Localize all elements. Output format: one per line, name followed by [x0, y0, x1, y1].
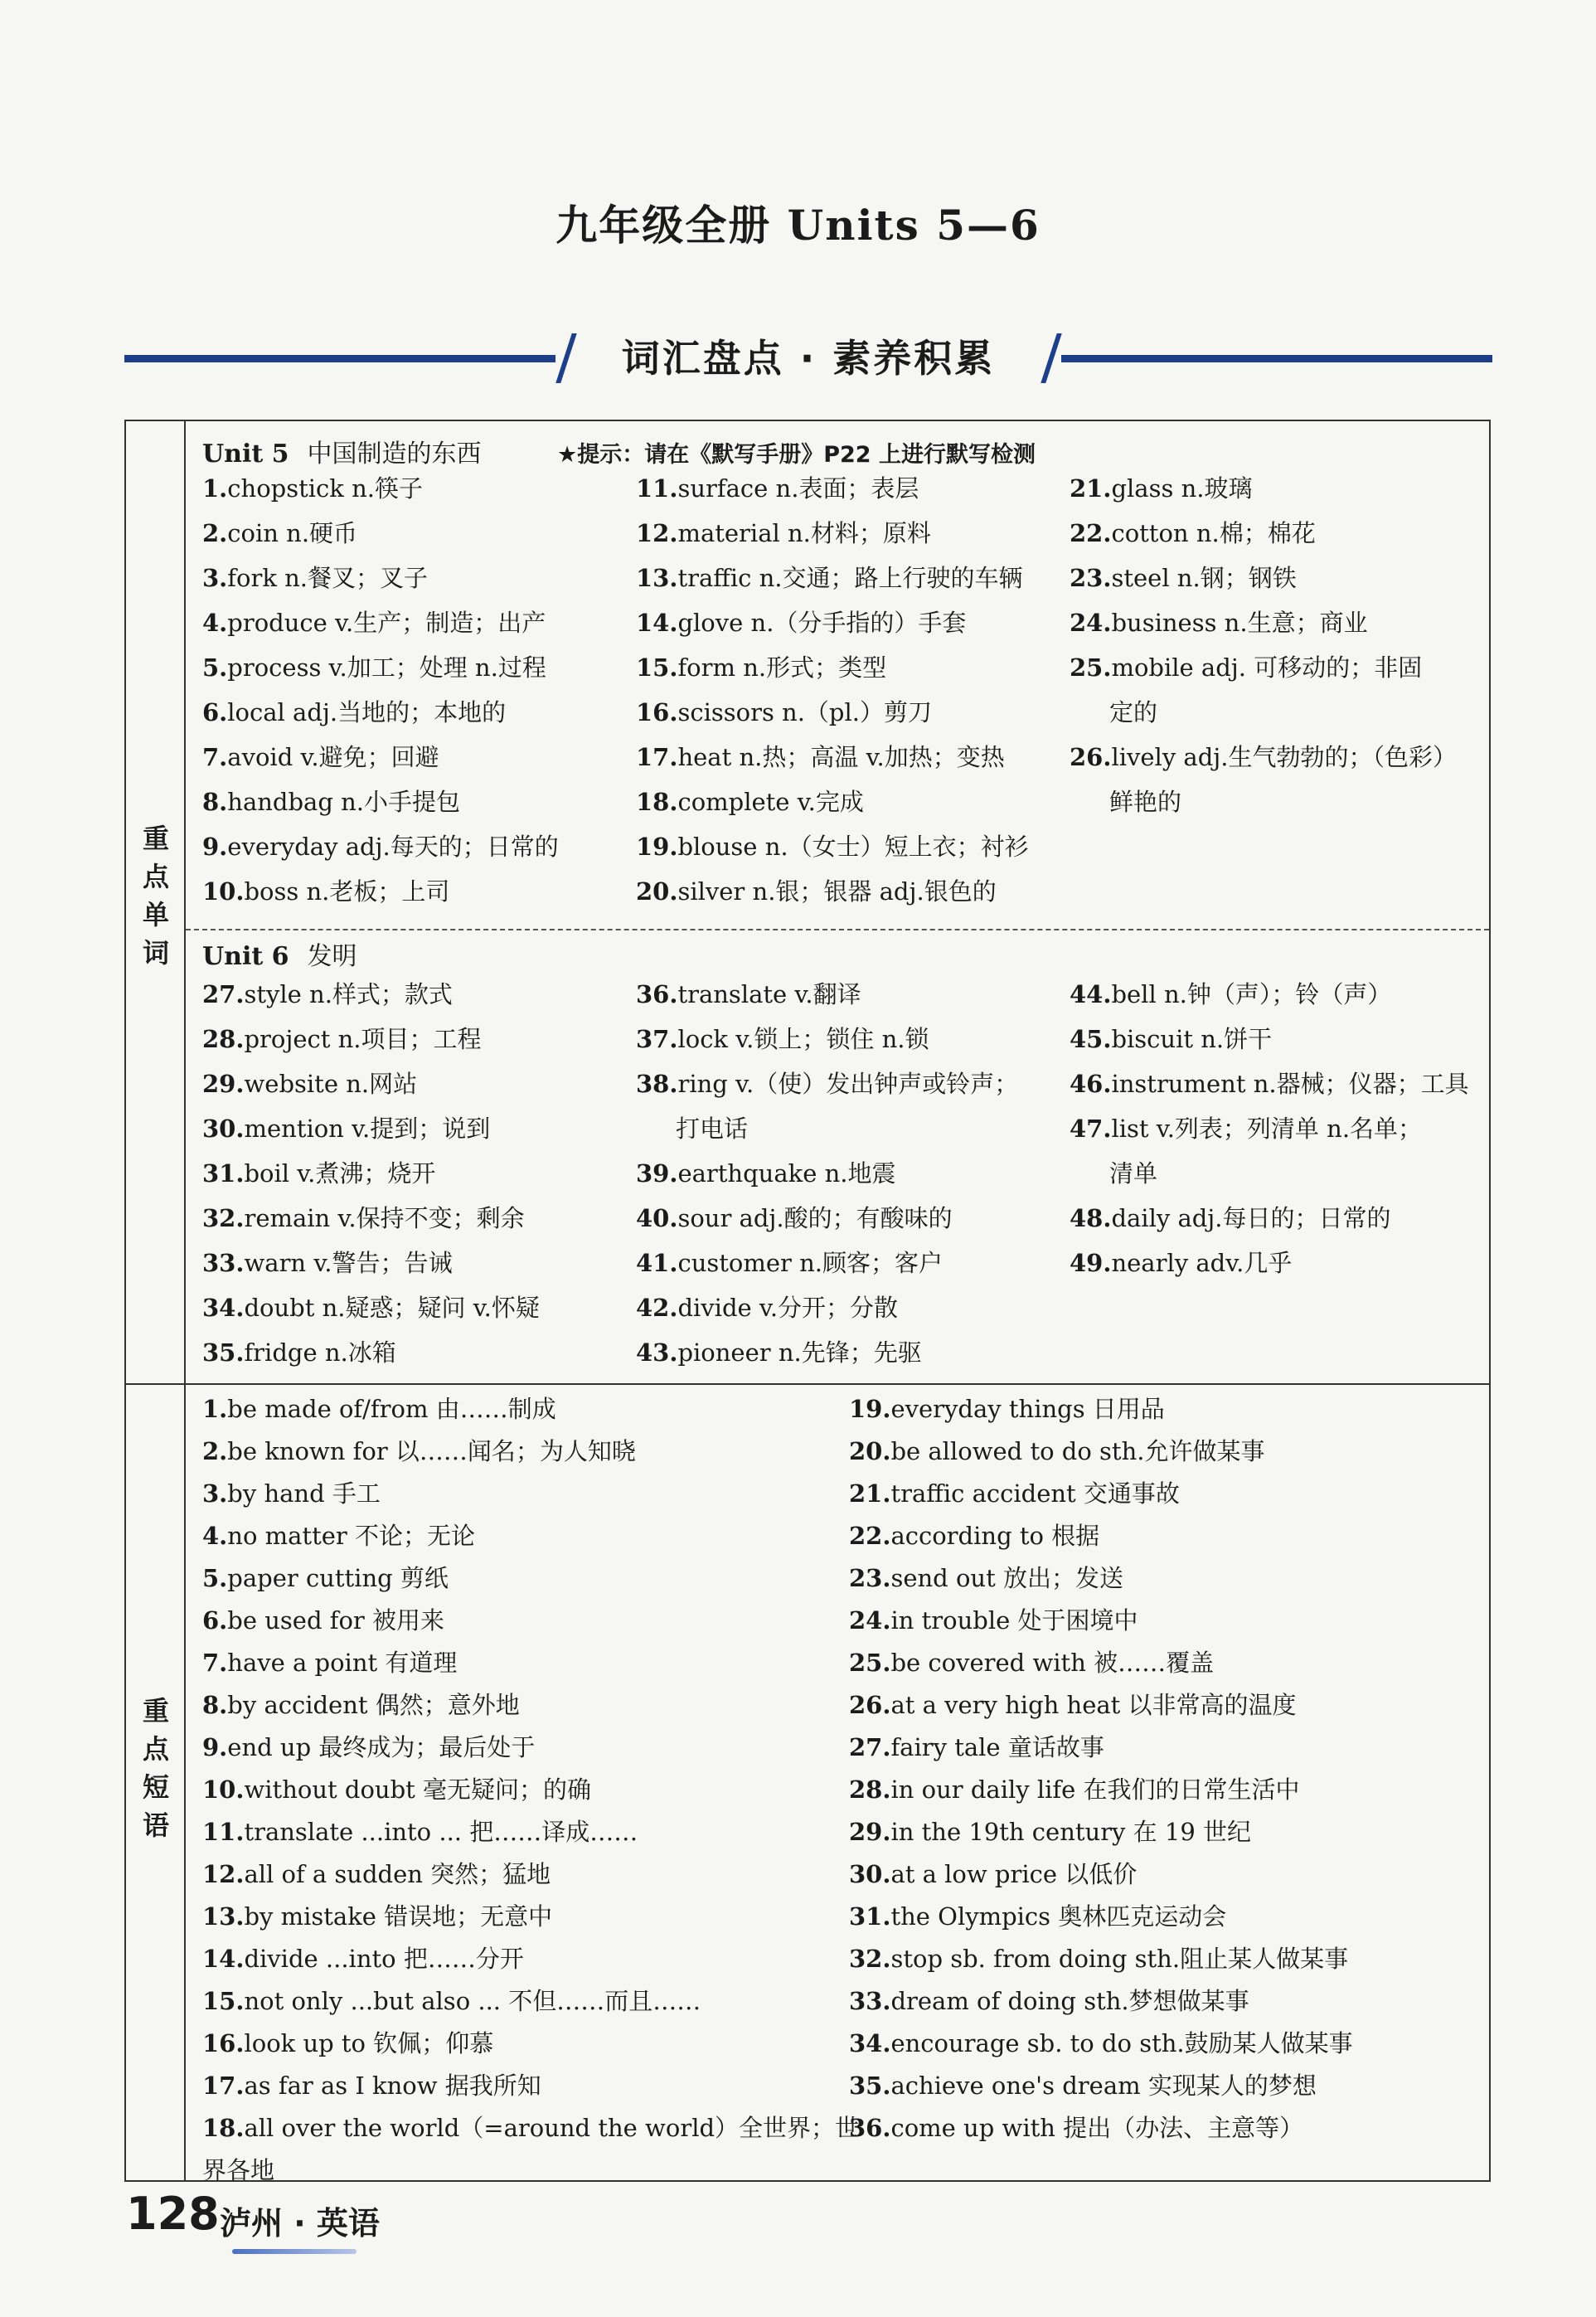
phrase-entry	[849, 1938, 1353, 1980]
item-text: scissors n.（pl.）剪刀	[677, 698, 932, 726]
item-number: 32.	[202, 1204, 245, 1232]
phrase-entry	[849, 1811, 1353, 1853]
unit6-column-2	[636, 972, 1018, 1375]
word-entry	[636, 1241, 1018, 1285]
phrase-entry	[202, 1896, 859, 1938]
item-number: 17.	[636, 743, 678, 771]
item-text: look up to 钦佩；仰慕	[244, 2029, 494, 2057]
phrase-entry	[849, 1684, 1353, 1727]
item-number: 1.	[202, 474, 228, 503]
item-number: 32.	[849, 1945, 891, 1973]
word-entry	[1070, 1241, 1469, 1285]
item-number: 39.	[636, 1159, 678, 1188]
word-entry	[636, 1285, 1018, 1330]
item-number: 28.	[849, 1775, 891, 1804]
item-number: 3.	[202, 564, 228, 592]
item-text: stop sb. from doing sth.阻止某人做某事	[890, 1945, 1349, 1973]
item-text: by accident 偶然；意外地	[227, 1691, 520, 1719]
item-number: 19.	[636, 833, 678, 861]
item-text: local adj.当地的；本地的	[227, 698, 507, 726]
unit5-column-2	[636, 466, 1029, 914]
item-number: 28.	[202, 1025, 245, 1053]
word-entry	[636, 511, 1029, 556]
word-entry	[1070, 690, 1457, 735]
item-number: 48.	[1070, 1204, 1112, 1232]
item-number: 40.	[636, 1204, 678, 1232]
item-number: 5.	[202, 653, 228, 682]
item-number: 38.	[636, 1070, 678, 1098]
word-entry	[202, 690, 559, 735]
phrase-entry	[849, 1896, 1353, 1938]
item-text: 清单	[1109, 1159, 1158, 1188]
item-text: ring v.（使）发出钟声或铃声；	[677, 1070, 1019, 1098]
item-text: boil v.煮沸；烧开	[244, 1159, 436, 1188]
word-entry	[202, 1061, 540, 1106]
words-side-label: 重 点 单 词	[142, 823, 169, 969]
unit5-heading: Unit 5 中国制造的东西	[202, 440, 482, 469]
item-text: divide v.分开；分散	[677, 1294, 899, 1322]
word-entry	[1070, 1017, 1469, 1061]
word-entry	[1070, 1061, 1469, 1106]
word-entry	[202, 556, 559, 600]
word-entry	[636, 1151, 1018, 1196]
item-number: 15.	[202, 1987, 245, 2015]
phrases-side-label: 重 点 短 语	[142, 1695, 169, 1841]
item-number: 6.	[202, 698, 228, 726]
item-number: 33.	[849, 1987, 891, 2015]
item-number: 8.	[202, 788, 228, 816]
item-number: 36.	[849, 2114, 891, 2142]
tip-note: ★提示：请在《默写手册》P22 上进行默写检测	[557, 442, 1036, 468]
word-entry	[202, 735, 559, 780]
word-entry	[1070, 735, 1457, 780]
item-number: 9.	[202, 833, 228, 861]
item-text: silver n.银；银器 adj.银色的	[677, 877, 997, 906]
item-number: 23.	[849, 1564, 891, 1592]
item-text: fairy tale 童话故事	[890, 1733, 1104, 1761]
item-text: in trouble 处于困境中	[890, 1606, 1138, 1635]
item-number: 26.	[849, 1691, 891, 1719]
phrase-entry	[202, 1473, 859, 1515]
item-number: 34.	[202, 1294, 245, 1322]
item-number: 33.	[202, 1249, 245, 1277]
item-text: at a very high heat 以非常高的温度	[890, 1691, 1297, 1719]
item-text: 打电话	[676, 1115, 749, 1143]
item-number: 35.	[849, 2072, 891, 2100]
item-number: 35.	[202, 1338, 245, 1367]
item-text: all over the world（=around the world）全世界；世	[244, 2114, 860, 2142]
item-number: 22.	[1070, 519, 1112, 547]
item-text: be made of/from 由……制成	[227, 1395, 556, 1423]
item-number: 2.	[202, 519, 228, 547]
item-number: 11.	[202, 1818, 245, 1846]
word-entry	[202, 1196, 540, 1241]
phrase-entry	[849, 1980, 1353, 2023]
word-entry	[202, 511, 559, 556]
item-text: achieve one's dream 实现某人的梦想	[890, 2072, 1317, 2100]
item-text: doubt n.疑惑；疑问 v.怀疑	[244, 1294, 540, 1322]
item-number: 9.	[202, 1733, 228, 1761]
item-number: 44.	[1070, 980, 1112, 1008]
word-entry	[636, 1106, 1018, 1151]
word-entry	[636, 824, 1029, 869]
word-entry	[202, 824, 559, 869]
item-number: 31.	[202, 1159, 245, 1188]
word-entry	[636, 1017, 1018, 1061]
phrase-entry	[849, 1473, 1353, 1515]
item-text: heat n.热；高温 v.加热；变热	[677, 743, 1005, 771]
word-entry	[202, 1285, 540, 1330]
item-text: customer n.顾客；客户	[677, 1249, 944, 1277]
phrase-entry	[849, 1769, 1353, 1811]
vocab-table	[124, 420, 1491, 2182]
phrase-entry	[202, 1557, 859, 1600]
word-entry	[1070, 1106, 1469, 1151]
phrase-entry	[202, 1684, 859, 1727]
item-number: 41.	[636, 1249, 678, 1277]
item-number: 21.	[849, 1479, 891, 1508]
footer-label: 泸州 · 英语	[220, 2205, 380, 2242]
item-number: 13.	[636, 564, 678, 592]
word-entry	[202, 869, 559, 914]
phrase-entry	[202, 1853, 859, 1896]
item-text: earthquake n.地震	[677, 1159, 896, 1188]
item-text: in our daily life 在我们的日常生活中	[890, 1775, 1300, 1804]
item-number: 14.	[636, 609, 678, 637]
item-text: coin n.硬币	[227, 519, 358, 547]
word-entry	[636, 556, 1029, 600]
item-number: 36.	[636, 980, 678, 1008]
item-number: 15.	[636, 653, 678, 682]
word-entry	[1070, 1196, 1469, 1241]
item-text: 定的	[1109, 698, 1158, 726]
item-number: 4.	[202, 609, 228, 637]
word-entry	[1070, 1151, 1469, 1196]
item-number: 19.	[849, 1395, 891, 1423]
item-number: 1.	[202, 1395, 228, 1423]
word-entry	[636, 1196, 1018, 1241]
item-number: 7.	[202, 1649, 228, 1677]
word-entry	[636, 466, 1029, 511]
item-text: everyday adj.每天的；日常的	[227, 833, 559, 861]
item-text: avoid v.避免；回避	[227, 743, 439, 771]
item-text: surface n.表面；表层	[677, 474, 919, 503]
item-text: translate ...into ... 把……译成……	[244, 1818, 638, 1846]
item-number: 27.	[849, 1733, 891, 1761]
item-text: fork n.餐叉；叉子	[227, 564, 429, 592]
word-entry	[636, 780, 1029, 824]
item-text: lively adj.生气勃勃的；（色彩）	[1111, 743, 1457, 771]
item-number: 18.	[202, 2114, 245, 2142]
item-text: according to 根据	[890, 1522, 1100, 1550]
phrase-entry	[202, 1980, 859, 2023]
item-number: 10.	[202, 877, 245, 906]
item-text: in the 19th century 在 19 世纪	[890, 1818, 1252, 1846]
item-text: dream of doing sth.梦想做某事	[890, 1987, 1249, 2015]
word-entry	[202, 600, 559, 645]
item-text: 鲜艳的	[1109, 788, 1182, 816]
item-text: process v.加工；处理 n.过程	[227, 653, 546, 682]
word-entry	[636, 1061, 1018, 1106]
banner-line-left	[124, 355, 555, 362]
unit5-column-3	[1070, 466, 1457, 824]
phrase-entry	[202, 1811, 859, 1853]
word-entry	[636, 972, 1018, 1017]
item-number: 3.	[202, 1479, 228, 1508]
item-number: 45.	[1070, 1025, 1112, 1053]
phrase-entry	[202, 1600, 859, 1642]
phrase-entry	[849, 1431, 1353, 1473]
word-entry	[1070, 466, 1457, 511]
phrase-entry	[202, 2065, 859, 2107]
item-text: be known for 以……闻名；为人知晓	[227, 1437, 636, 1465]
phrase-entry	[849, 1600, 1353, 1642]
item-number: 43.	[636, 1338, 678, 1367]
word-entry	[636, 600, 1029, 645]
item-text: translate v.翻译	[677, 980, 861, 1008]
item-number: 26.	[1070, 743, 1112, 771]
item-text: encourage sb. to do sth.鼓励某人做某事	[890, 2029, 1353, 2057]
item-number: 2.	[202, 1437, 228, 1465]
item-text: paper cutting 剪纸	[227, 1564, 449, 1592]
item-text: by hand 手工	[227, 1479, 381, 1508]
item-text: glove n.（分手指的）手套	[677, 609, 967, 637]
item-number: 22.	[849, 1522, 891, 1550]
item-number: 7.	[202, 743, 228, 771]
item-text: no matter 不论；无论	[227, 1522, 475, 1550]
phrase-entry	[202, 1769, 859, 1811]
item-text: glass n.玻璃	[1111, 474, 1253, 503]
item-number: 24.	[849, 1606, 891, 1635]
item-number: 14.	[202, 1945, 245, 1973]
phrases-side-column	[126, 1383, 186, 2180]
item-text: produce v.生产；制造；出产	[227, 609, 546, 637]
section-divider	[126, 1383, 1489, 1385]
item-text: complete v.完成	[677, 788, 864, 816]
item-text: have a point 有道理	[227, 1649, 458, 1677]
phrase-entry	[202, 1938, 859, 1980]
unit6-column-3	[1070, 972, 1469, 1285]
item-number: 21.	[1070, 474, 1112, 503]
item-number: 8.	[202, 1691, 228, 1719]
word-entry	[636, 1330, 1018, 1375]
item-number: 34.	[849, 2029, 891, 2057]
words-side-column	[126, 421, 186, 1383]
phrases-column-1	[202, 1388, 859, 2192]
item-number: 4.	[202, 1522, 228, 1550]
item-text: mention v.提到；说到	[244, 1115, 491, 1143]
item-text: as far as I know 据我所知	[244, 2072, 541, 2100]
phrase-entry	[849, 2023, 1353, 2065]
item-number: 42.	[636, 1294, 678, 1322]
item-text: material n.材料；原料	[677, 519, 931, 547]
item-text: everyday things 日用品	[890, 1395, 1165, 1423]
page-number: 128	[126, 2188, 220, 2240]
unit-divider	[186, 929, 1489, 930]
word-entry	[636, 735, 1029, 780]
item-text: handbag n.小手提包	[227, 788, 461, 816]
item-number: 31.	[849, 1902, 891, 1931]
phrase-entry	[202, 2149, 859, 2192]
item-text: cotton n.棉；棉花	[1111, 519, 1316, 547]
word-entry	[202, 972, 540, 1017]
item-text: divide ...into 把……分开	[244, 1945, 524, 1973]
item-number: 20.	[636, 877, 678, 906]
item-number: 13.	[202, 1902, 245, 1931]
item-text: project n.项目；工程	[244, 1025, 482, 1053]
phrase-entry	[202, 1727, 859, 1769]
word-entry	[202, 645, 559, 690]
item-text: form n.形式；类型	[677, 653, 887, 682]
phrase-entry	[202, 1515, 859, 1557]
item-number: 46.	[1070, 1070, 1112, 1098]
word-entry	[1070, 972, 1469, 1017]
item-number: 25.	[849, 1649, 891, 1677]
phrase-entry	[849, 2107, 1353, 2149]
unit6-column-1	[202, 972, 540, 1375]
item-text: end up 最终成为；最后处于	[227, 1733, 536, 1761]
page-title: 九年级全册 Units 5—6	[555, 201, 1041, 250]
unit5-column-1	[202, 466, 559, 914]
word-entry	[202, 466, 559, 511]
item-number: 30.	[202, 1115, 245, 1143]
phrase-entry	[202, 2023, 859, 2065]
phrase-entry	[849, 1727, 1353, 1769]
item-number: 12.	[636, 519, 678, 547]
item-text: business n.生意；商业	[1111, 609, 1368, 637]
item-text: remain v.保持不变；剩余	[244, 1204, 525, 1232]
item-number: 23.	[1070, 564, 1112, 592]
item-text: without doubt 毫无疑问；的确	[244, 1775, 592, 1804]
item-number: 11.	[636, 474, 678, 503]
footer-accent-bar	[232, 2249, 357, 2254]
item-text: boss n.老板；上司	[244, 877, 450, 906]
word-entry	[202, 780, 559, 824]
unit6-heading: Unit 6 发明	[202, 942, 357, 971]
item-number: 49.	[1070, 1249, 1112, 1277]
item-number: 27.	[202, 980, 245, 1008]
item-number: 17.	[202, 2072, 245, 2100]
item-number: 12.	[202, 1860, 245, 1888]
item-text: warn v.警告；告诫	[244, 1249, 453, 1277]
word-entry	[1070, 645, 1457, 690]
item-number: 20.	[849, 1437, 891, 1465]
word-entry	[636, 690, 1029, 735]
phrase-entry	[849, 1557, 1353, 1600]
item-text: send out 放出；发送	[890, 1564, 1123, 1592]
item-number: 5.	[202, 1564, 228, 1592]
item-text: be used for 被用来	[227, 1606, 445, 1635]
item-text: chopstick n.筷子	[227, 474, 423, 503]
item-text: the Olympics 奥林匹克运动会	[890, 1902, 1227, 1931]
item-text: steel n.钢；钢铁	[1111, 564, 1297, 592]
phrase-entry	[849, 1642, 1353, 1684]
item-text: mobile adj. 可移动的；非固	[1111, 653, 1423, 682]
item-text: traffic accident 交通事故	[890, 1479, 1180, 1508]
word-entry	[202, 1106, 540, 1151]
word-entry	[202, 1151, 540, 1196]
item-text: by mistake 错误地；无意中	[244, 1902, 553, 1931]
banner-label: 词汇盘点 · 素养积累	[621, 336, 996, 381]
phrase-entry	[202, 2107, 859, 2149]
item-text: nearly adv.几乎	[1111, 1249, 1293, 1277]
item-text: be allowed to do sth.允许做某事	[890, 1437, 1265, 1465]
word-entry	[1070, 780, 1457, 824]
word-entry	[1070, 556, 1457, 600]
item-text: be covered with 被……覆盖	[890, 1649, 1215, 1677]
item-text: daily adj.每日的；日常的	[1111, 1204, 1391, 1232]
item-number: 16.	[202, 2029, 245, 2057]
item-text: bell n.钟（声）；铃（声）	[1111, 980, 1392, 1008]
item-text: traffic n.交通；路上行驶的车辆	[677, 564, 1023, 592]
item-text: style n.样式；款式	[244, 980, 453, 1008]
phrase-entry	[849, 2065, 1353, 2107]
word-entry	[202, 1330, 540, 1375]
word-entry	[636, 645, 1029, 690]
phrase-entry	[202, 1642, 859, 1684]
phrase-entry	[849, 1515, 1353, 1557]
word-entry	[202, 1241, 540, 1285]
phrases-column-2	[849, 1388, 1353, 2149]
word-entry	[1070, 600, 1457, 645]
phrase-entry	[202, 1431, 859, 1473]
item-number: 29.	[849, 1818, 891, 1846]
phrase-entry	[849, 1853, 1353, 1896]
item-number: 24.	[1070, 609, 1112, 637]
item-number: 18.	[636, 788, 678, 816]
item-number: 16.	[636, 698, 678, 726]
item-number: 25.	[1070, 653, 1112, 682]
banner-line-right	[1061, 355, 1492, 362]
section-banner	[124, 325, 1492, 391]
item-number: 10.	[202, 1775, 245, 1804]
phrase-entry	[849, 1388, 1353, 1431]
item-text: come up with 提出（办法、主意等）	[890, 2114, 1304, 2142]
phrase-entry	[202, 1388, 859, 1431]
item-text: instrument n.器械；仪器；工具	[1111, 1070, 1469, 1098]
item-number: 47.	[1070, 1115, 1112, 1143]
item-text: list v.列表；列清单 n.名单；	[1111, 1115, 1423, 1143]
item-number: 37.	[636, 1025, 678, 1053]
item-text: sour adj.酸的；有酸味的	[677, 1204, 953, 1232]
item-number: 29.	[202, 1070, 245, 1098]
word-entry	[1070, 511, 1457, 556]
item-text: 界各地	[202, 2156, 275, 2184]
item-text: not only ...but also ... 不但……而且……	[244, 1987, 701, 2015]
word-entry	[636, 869, 1029, 914]
item-text: at a low price 以低价	[890, 1860, 1138, 1888]
item-number: 30.	[849, 1860, 891, 1888]
item-text: website n.网站	[244, 1070, 418, 1098]
item-text: blouse n.（女士）短上衣；衬衫	[677, 833, 1029, 861]
item-number: 6.	[202, 1606, 228, 1635]
item-text: all of a sudden 突然；猛地	[244, 1860, 551, 1888]
item-text: pioneer n.先锋；先驱	[677, 1338, 922, 1367]
item-text: lock v.锁上；锁住 n.锁	[677, 1025, 929, 1053]
item-text: fridge n.冰箱	[244, 1338, 396, 1367]
word-entry	[202, 1017, 540, 1061]
item-text: biscuit n.饼干	[1111, 1025, 1273, 1053]
